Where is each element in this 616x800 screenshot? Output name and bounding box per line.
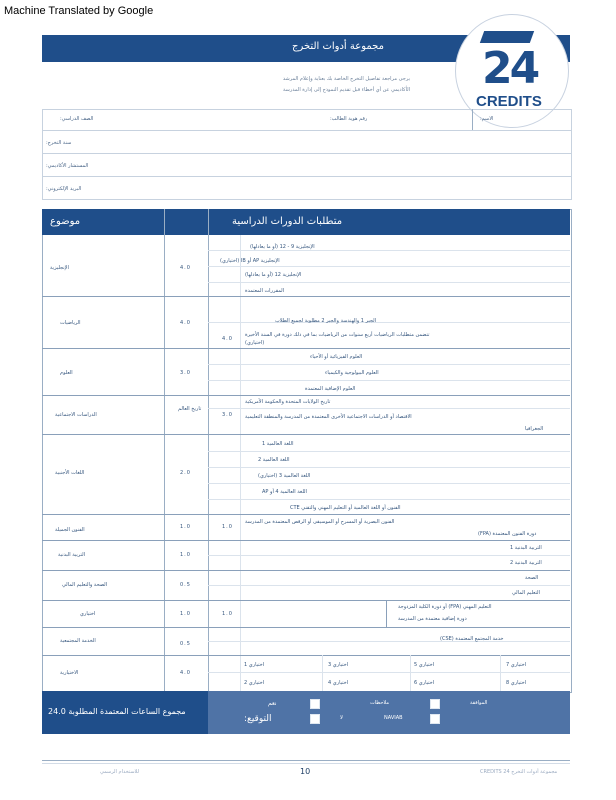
requirement-item: اختياري 3 xyxy=(328,662,349,668)
grad-year-label: سنة التخرج: xyxy=(46,140,72,146)
graduation-cap-icon xyxy=(480,31,534,43)
divider xyxy=(240,235,241,691)
divider xyxy=(42,540,570,541)
divider xyxy=(208,380,570,381)
requirement-item: اللغة العالمية 4 أو AP xyxy=(262,489,307,495)
requirement-item: الجغرافيا xyxy=(525,426,544,432)
divider xyxy=(42,395,570,396)
approval-label: الموافقة xyxy=(470,700,488,706)
signature-label: التوقيع: xyxy=(244,714,272,724)
logo-brand: CREDITS xyxy=(476,93,542,110)
navy-label: NAVIAB xyxy=(384,715,403,721)
divider xyxy=(42,434,570,435)
requirement-item: التربية البدنية 2 xyxy=(510,560,542,566)
grad-year-row[interactable] xyxy=(42,131,572,154)
email-label: البريد الإلكتروني: xyxy=(46,186,82,192)
notes-label: ملاحظات xyxy=(370,700,390,706)
intro-line-1: يرجى مراجعة تفاصيل التخرج الخاصة بك بعناية وإعلام المرشد xyxy=(282,76,410,82)
subject-label: اختياري xyxy=(80,611,96,617)
student-id-label: رقم هوية الطالب: xyxy=(330,116,368,122)
requirement-item: اللغة العالمية 1 xyxy=(262,441,294,447)
requirement-item: اختياري 7 xyxy=(506,662,527,668)
divider xyxy=(208,585,570,586)
requirement-item: خدمة المجتمع المعتمدة (CSE) xyxy=(440,636,504,642)
subject-label: الرياضيات xyxy=(60,320,81,326)
no-label: لا xyxy=(340,715,343,721)
divider xyxy=(208,483,570,484)
divider xyxy=(208,641,570,642)
divider xyxy=(472,109,473,130)
subject-label: التربية البدنية xyxy=(58,552,85,558)
requirement-item: العلوم الإضافية المعتمدة xyxy=(305,386,356,392)
credits-value: 4.0 xyxy=(180,265,191,271)
subject-label: الدراسات الاجتماعية xyxy=(55,412,97,418)
divider xyxy=(42,296,570,297)
divider xyxy=(208,555,570,556)
requirement-item: تاريخ الولايات المتحدة والحكومة الأمريكية xyxy=(245,399,331,405)
divider xyxy=(164,209,165,691)
divider xyxy=(42,570,570,571)
credits-value: 1.0 xyxy=(180,524,191,530)
header-subject: موضوع xyxy=(50,216,81,227)
divider xyxy=(208,322,570,323)
yes-checkbox[interactable] xyxy=(310,699,320,709)
advisor-label: المستشار الأكاديمي: xyxy=(46,163,89,169)
credits-sub-value: 1.0 xyxy=(222,524,233,530)
requirement-item: التعليم المهني (FPA) أو دورة الكلية المزدوجة xyxy=(398,604,492,610)
requirement-item: الفنون أو اللغة العالمية أو التعليم المهني والتقني CTE xyxy=(290,505,401,511)
grade-label: الصف الدراسي: xyxy=(60,116,94,122)
notes-checkbox[interactable] xyxy=(430,699,440,709)
requirement-item: دورة إضافية معتمدة من المدرسة xyxy=(398,616,467,622)
requirement-item: الفنون البصرية أو المسرح أو الموسيقى أو الرقص المعتمدة من المدرسة xyxy=(245,519,395,525)
divider xyxy=(42,348,570,349)
divider xyxy=(208,467,570,468)
credits-value: 2.0 xyxy=(180,470,191,476)
divider xyxy=(208,451,570,452)
no-checkbox[interactable] xyxy=(310,714,320,724)
footer-rule xyxy=(42,763,570,764)
divider xyxy=(42,600,570,601)
divider xyxy=(208,408,570,409)
divider xyxy=(208,266,570,267)
requirement-item: اللغة العالمية 2 xyxy=(258,457,290,463)
intro-line-2: الأكاديمي عن أي أخطاء قبل تقديم النموذج إلى إدارة المدرسة xyxy=(283,87,410,93)
approval-box xyxy=(208,691,570,734)
requirement-item: العلوم الفيزيائية أو الأحياء xyxy=(310,354,363,360)
yes-label: نعم xyxy=(268,700,277,707)
requirement-item: الإنجليزية 9 - 12 (أو ما يعادلها) xyxy=(250,244,315,250)
requirement-item: الإنجليزية 12 (أو ما يعادلها) xyxy=(245,272,302,278)
footer-right-text: مجموعة أدوات التخرج 24 CREDITS xyxy=(480,769,558,775)
subject-label: الصحة والتعليم المالي xyxy=(62,582,108,588)
divider xyxy=(500,655,501,691)
credits-value: 3.0 xyxy=(180,370,191,376)
divider xyxy=(42,655,570,656)
subject-label: الخدمة المجتمعية xyxy=(60,638,96,644)
subject-label: الفنون الجميلة xyxy=(55,527,85,533)
divider xyxy=(322,655,323,691)
divider xyxy=(386,600,387,627)
requirement-item: دورة الفنون المعتمدة (FPA) xyxy=(478,531,537,537)
requirement-item: التربية البدنية 1 xyxy=(510,545,542,551)
divider xyxy=(42,627,570,628)
requirement-item: الاقتصاد أو الدراسات الاجتماعية الأخرى المعتمدة من المدرسة والمنطقة التعليمية xyxy=(245,414,412,420)
requirement-item: التعليم المالي xyxy=(512,590,540,596)
footer-rule xyxy=(42,760,570,761)
credits-value: 1.0 xyxy=(180,552,191,558)
credits-sub-value: 1.0 xyxy=(222,611,233,617)
credits-value: 4.0 xyxy=(180,670,191,676)
requirement-item: اختياري 6 xyxy=(414,680,435,686)
page-number: 10 xyxy=(300,767,311,776)
requirement-item: اختياري 4 xyxy=(328,680,349,686)
logo-number: 24 xyxy=(482,43,538,94)
credits-value: 1.0 xyxy=(180,611,191,617)
credits-value: 4.0 xyxy=(180,320,191,326)
requirement-item: المقررات المعتمدة xyxy=(245,288,285,294)
navy-checkbox[interactable] xyxy=(430,714,440,724)
credits-value: 0.5 xyxy=(180,641,191,647)
divider xyxy=(208,672,570,673)
advisor-row[interactable] xyxy=(42,154,572,177)
name-label: الاسم: xyxy=(480,116,494,122)
requirement-item: تتضمن متطلبات الرياضيات أربع سنوات من الرياضيات بما في ذلك دورة في السنة الأخيرة xyxy=(245,332,430,338)
footer-left-text: للاستخدام الرسمي xyxy=(100,769,140,775)
page-title: مجموعة أدوات التخرج xyxy=(292,41,384,52)
header-requirements: متطلبات الدورات الدراسية xyxy=(232,216,343,227)
requirement-item: (اختياري) xyxy=(245,340,265,346)
requirement-item: اختياري 2 xyxy=(244,680,265,686)
requirement-item: اللغة العالمية 3 (اختياري) xyxy=(258,473,311,479)
email-row[interactable] xyxy=(42,177,572,200)
divider xyxy=(208,499,570,500)
credits-value: 3.0 xyxy=(222,412,233,418)
divider xyxy=(42,514,570,515)
requirement-item: الإنجليزية AP أو IB (اختياري) xyxy=(220,258,280,264)
divider xyxy=(208,282,570,283)
history-note: تاريخ العالم xyxy=(178,406,202,412)
credits-value: 0.5 xyxy=(180,582,191,588)
requirement-item: اختياري 1 xyxy=(244,662,265,668)
credits-sub-value: 4.0 xyxy=(222,336,233,342)
requirement-item: اختياري 5 xyxy=(414,662,435,668)
divider xyxy=(208,250,570,251)
divider xyxy=(208,364,570,365)
total-credits-label: مجموع الساعات المعتمدة المطلوبة 24.0 xyxy=(48,707,186,716)
table-header xyxy=(42,209,570,235)
requirement-item: الجبر 1 والهندسة والجبر 2 مطلوبة لجميع الطلاب xyxy=(275,318,376,324)
subject-label: اللغات الأجنبية xyxy=(55,470,85,476)
subject-label: الاختيارية xyxy=(60,670,79,676)
subject-label: الإنجليزية xyxy=(50,265,69,271)
divider xyxy=(410,655,411,691)
machine-translated-label: Machine Translated by Google xyxy=(4,5,154,17)
requirement-item: العلوم البيولوجية والكيمياء xyxy=(325,370,379,376)
subject-label: العلوم xyxy=(60,370,73,376)
requirement-item: الصحة xyxy=(525,575,539,581)
requirement-item: اختياري 8 xyxy=(506,680,527,686)
